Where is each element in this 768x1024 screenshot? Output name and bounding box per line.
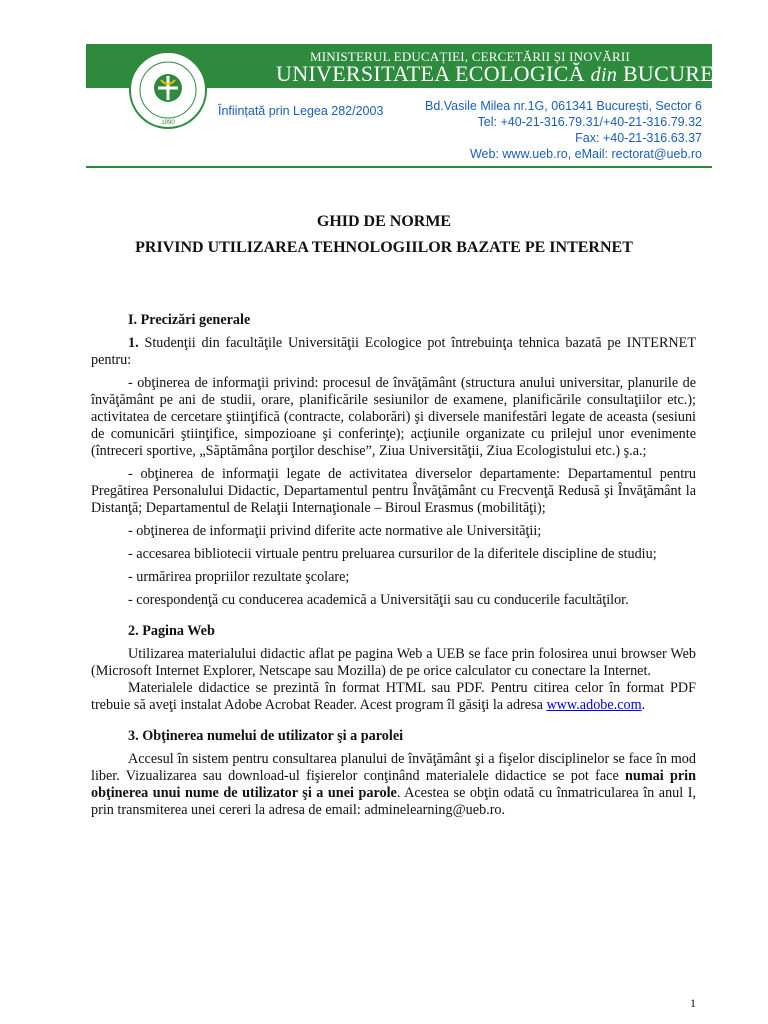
bullet-1: - obţinerea de informaţii privind: procesul de învăţământ (structura anului universitar, planurile de învăţământ pe ani de studii, orare, planificările sesiunilor de examene, planificările consultaţiilor etc.); activitatea de cercetare ştiinţifică (contracte, colaborări) şi diversele manifestări legate de aceasta (sesiuni de comunicări ştiinţifice, simpozioane şi conferinţe); acţiunile organizate cu prilejul unor evenimente (întreceri sportive, „Săptămâna porţilor deschise”, Ziua Universităţii, Ziua Ecologistului etc.) ş.a.;: [91, 375, 696, 459]
bullet-6: - corespondenţă cu conducerea academică a Universităţii sau cu conducerile facultăţilor.: [128, 592, 629, 608]
bullet-3: - obţinerea de informaţii privind diferite acte normative ale Universităţii;: [128, 523, 542, 539]
document-subtitle: PRIVIND UTILIZAREA TEHNOLOGIILOR BAZATE PE INTERNET: [135, 239, 633, 256]
logo-year: 1990: [161, 120, 175, 126]
founding-law: Înființată prin Legea 282/2003: [218, 104, 384, 118]
section-1-intro: 1. Studenţii din facultăţile Universităţii Ecologice pot întrebuinţa tehnica bazată pe INTERNET pentru:: [91, 335, 696, 368]
bullet-5: - urmărirea propriilor rezultate şcolare;: [128, 569, 350, 585]
bullet-2: - obţinerea de informaţii legate de activitatea diverselor departamente: Departamentul pentru Pregătirea Personalului Didactic, Departamentul pentru Învăţământ cu Frecvenţă Redusă şi Învăţământ la Distanţă; Departamentul de Relaţii Internaţionale – Biroul Erasmus (mobilităţi);: [91, 466, 696, 516]
contact-block: [425, 98, 702, 162]
section-3-paragraph: Accesul în sistem pentru consultarea planului de învăţământ şi a fişelor disciplinelor se face în mod liber. Vizualizarea sau download-ul fişierelor conţinând materialele didactice se pot face numai prin obţinerea unui nume de utilizator şi a unei parole. Acestea se obţin odată cu înmatricularea în anul I, prin transmiterea unei cereri la adresa de email: adminelearning@ueb.ro.: [91, 751, 697, 818]
section-1-heading: I. Precizări generale: [128, 312, 251, 328]
section-2-paragraph-1: Utilizarea materialului didactic aflat pe pagina Web a UEB se face prin folosirea unui browser Web (Microsoft Internet Explorer, Netscape sau Mozilla) de pe orice calculator cu conectare la Internet.: [91, 646, 696, 679]
web-email: Web: www.ueb.ro, eMail: rectorat@ueb.ro: [469, 147, 702, 161]
university-seal-logo: [128, 50, 208, 130]
address: Bd.Vasile Milea nr.1G, 061341 București, Sector 6: [424, 99, 702, 113]
section-3-heading: 3. Obţinerea numelui de utilizator şi a parolei: [128, 728, 404, 744]
ministry-name: MINISTERUL EDUCAȚIEI, CERCETĂRII ȘI INOVĂRII: [310, 49, 630, 64]
fax: Fax: +40-21-316.63.37: [575, 131, 702, 145]
adobe-link[interactable]: www.adobe.com: [546, 697, 642, 713]
university-name: UNIVERSITATEA ECOLOGICĂ din BUCUREȘTI: [276, 61, 748, 86]
document-body: [91, 312, 696, 819]
phone: Tel: +40-21-316.79.31/+40-21-316.79.32: [477, 115, 702, 129]
page-number: 1: [690, 996, 696, 1010]
bullet-4: - accesarea bibliotecii virtuale pentru preluarea cursurilor de la diferitele discipline de studiu;: [128, 546, 657, 562]
header-divider: [86, 166, 712, 168]
section-2-heading: 2. Pagina Web: [128, 623, 215, 639]
section-2-paragraph-2: Materialele didactice se prezintă în format HTML sau PDF. Pentru citirea celor în format PDF trebuie să aveţi instalat Adobe Acrobat Reader. Acest program îl găsiţi la adresa www.adobe.com.: [91, 680, 696, 713]
document-title: GHID DE NORME: [316, 213, 452, 230]
